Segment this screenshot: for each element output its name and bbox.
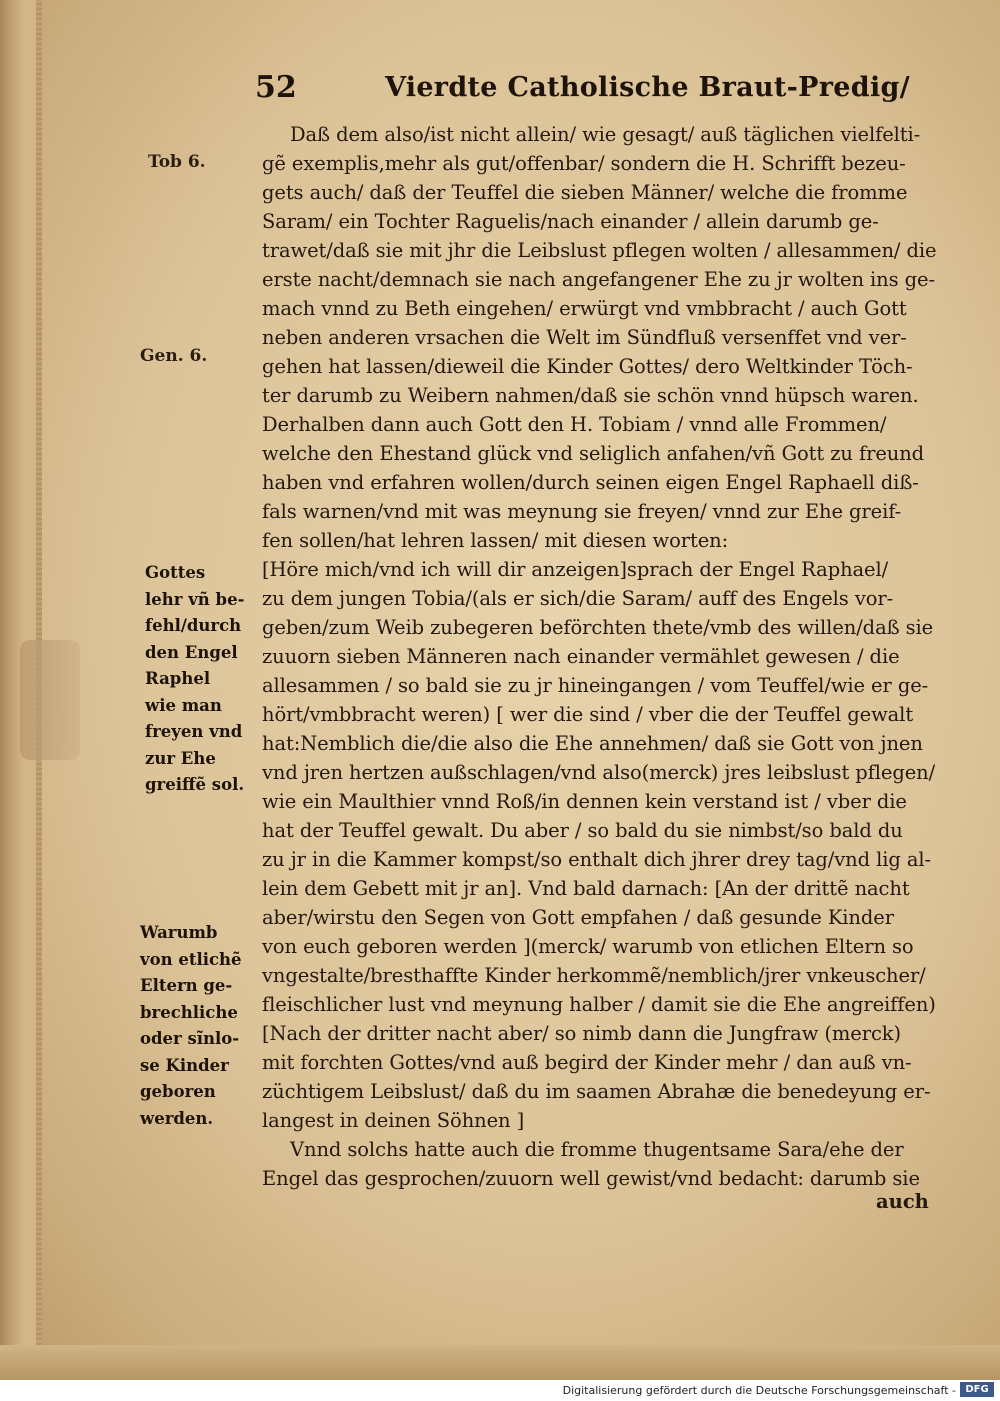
text-line: zuuorn sieben Männeren nach einander vermählet gewesen / die xyxy=(262,645,900,668)
side-note-line: se Kinder xyxy=(140,1055,229,1075)
side-note-line: fehl/durch xyxy=(145,616,242,635)
text-line: hört/vmbbracht weren) [ wer die sind / vber die der Teuffel gewalt xyxy=(262,703,914,726)
text-line: Vnnd solchs hatte auch die fromme thugentsame Sara/ehe der xyxy=(290,1138,904,1161)
text-line: hat der Teuffel gewalt. Du aber / so bald du sie nimbst/so bald du xyxy=(262,819,903,842)
side-note-line: greiffẽ sol. xyxy=(145,775,245,794)
text-line: erste nacht/demnach sie nach angefangener Ehe zu jr wolten ins ge- xyxy=(262,268,935,291)
text-line: mach vnnd zu Beth eingehen/ erwürgt vnd vmbbracht / auch Gott xyxy=(262,297,907,320)
text-line: züchtigem Leibslust/ daß du im saamen Abrahæ die benedeyung er- xyxy=(262,1080,931,1103)
text-line: Derhalben dann auch Gott den H. Tobiam / vnnd alle Frommen/ xyxy=(262,413,887,436)
text-line: Saram/ ein Tochter Raguelis/nach einander / allein darumb ge- xyxy=(262,210,879,233)
text-line: vnd jren hertzen außschlagen/vnd also(merck) jres leibslust pflegen/ xyxy=(262,761,936,784)
side-note-raphael xyxy=(145,560,244,799)
footer-bar xyxy=(0,1380,1000,1401)
text-line: von euch geboren werden ](merck/ warumb von etlichen Eltern so xyxy=(262,935,914,958)
text-line: neben anderen vrsachen die Welt im Sündfluß versenffet vnd ver- xyxy=(262,326,907,349)
text-line: fleischlicher lust vnd meynung halber / damit sie die Ehe angreiffen) xyxy=(262,993,936,1016)
page-clip-shadow xyxy=(20,640,80,760)
text-line: vngestalte/bresthaffte Kinder herkommẽ/nemblich/jrer vnkeuscher/ xyxy=(262,964,926,987)
text-line: geben/zum Weib zubegeren beförchten thete/vmb des willen/daß sie xyxy=(262,616,934,639)
text-line: lein dem Gebett mit jr an]. Vnd bald darnach: [An der drittẽ nacht xyxy=(262,877,910,900)
text-line: zu dem jungen Tobia/(als er sich/die Saram/ auff des Engels vor- xyxy=(262,587,894,610)
text-line: zu jr in die Kammer kompst/so enthalt dich jhrer drey tag/vnd lig al- xyxy=(262,848,931,871)
text-line: hat:Nemblich die/die also die Ehe annehmen/ daß sie Gott von jnen xyxy=(262,732,923,755)
text-line: welche den Ehestand glück vnd seliglich anfahen/vñ Gott zu freund xyxy=(262,442,925,465)
funding-credit: Digitalisierung gefördert durch die Deutsche Forschungsgemeinschaft - xyxy=(562,1384,956,1397)
text-line: gets auch/ daß der Teuffel die sieben Männer/ welche die fromme xyxy=(262,181,908,204)
side-note-line: brechliche xyxy=(140,1002,238,1022)
text-line: gehen hat lassen/dieweil die Kinder Gottes/ dero Weltkinder Töch- xyxy=(262,355,913,378)
side-note-line: freyen vnd xyxy=(145,722,243,741)
text-line: gẽ exemplis,mehr als gut/offenbar/ sondern die H. Schrifft bezeu- xyxy=(262,152,906,175)
side-note-line: wie man xyxy=(145,695,222,715)
side-note-line: geboren xyxy=(140,1082,216,1101)
text-line: fen sollen/hat lehren lassen/ mit diesen worten: xyxy=(262,529,729,552)
dfg-logo: DFG xyxy=(960,1382,994,1397)
text-line: aber/wirstu den Segen von Gott empfahen / daß gesunde Kinder xyxy=(262,906,894,929)
text-line: haben vnd erfahren wollen/durch seinen eigen Engel Raphaell diß- xyxy=(262,471,919,494)
side-note-line: Eltern ge- xyxy=(140,976,233,995)
page-header xyxy=(255,70,910,110)
running-title: Vierdte Catholische Braut-Predig/ xyxy=(385,72,910,103)
margin-ref-genesis: Gen. 6. xyxy=(140,346,208,366)
side-note-line: werden. xyxy=(140,1108,214,1128)
text-line: mit forchten Gottes/vnd auß begird der Kinder mehr / dan auß vn- xyxy=(262,1051,912,1074)
side-note-line: den Engel xyxy=(145,642,238,662)
page-number: 52 xyxy=(255,70,297,105)
margin-ref-tobit: Tob 6. xyxy=(148,152,206,172)
side-note-line: zur Ehe xyxy=(145,748,216,768)
side-note-line: von etlichẽ xyxy=(140,949,242,969)
text-line: trawet/daß sie mit jhr die Leibslust pflegen wolten / allesammen/ die xyxy=(262,239,937,262)
text-line: Daß dem also/ist nicht allein/ wie gesagt/ auß täglichen vielfelti- xyxy=(290,123,921,146)
side-note-line: oder sĩnlo- xyxy=(140,1029,240,1048)
text-line: fals warnen/vnd mit was meynung sie freyen/ vnnd zur Ehe greif- xyxy=(262,500,902,523)
side-note-children xyxy=(140,920,242,1132)
text-line: [Nach der dritter nacht aber/ so nimb dann die Jungfraw (merck) xyxy=(262,1022,902,1045)
side-note-line: Warumb xyxy=(140,923,218,942)
text-line: wie ein Maulthier vnnd Roß/in dennen kein verstand ist / vber die xyxy=(262,790,907,813)
side-note-line: Raphel xyxy=(145,669,211,688)
side-note-line: Gottes xyxy=(145,563,206,582)
text-line: Engel das gesprochen/zuuorn well gewist/vnd bedacht: darumb sie xyxy=(262,1167,920,1190)
body-text xyxy=(262,120,942,1193)
text-line: [Höre mich/vnd ich will dir anzeigen]sprach der Engel Raphael/ xyxy=(262,558,889,581)
text-line: ter darumb zu Weibern nahmen/daß sie schön vnnd hüpsch waren. xyxy=(262,384,919,407)
catchword: auch xyxy=(876,1190,929,1213)
text-line: langest in deinen Söhnen ] xyxy=(262,1109,525,1132)
text-line: allesammen / so bald sie zu jr hineingangen / vom Teuffel/wie er ge- xyxy=(262,674,929,697)
side-note-line: lehr vñ be- xyxy=(145,589,245,609)
page-bottom-shadow xyxy=(0,1345,1000,1380)
